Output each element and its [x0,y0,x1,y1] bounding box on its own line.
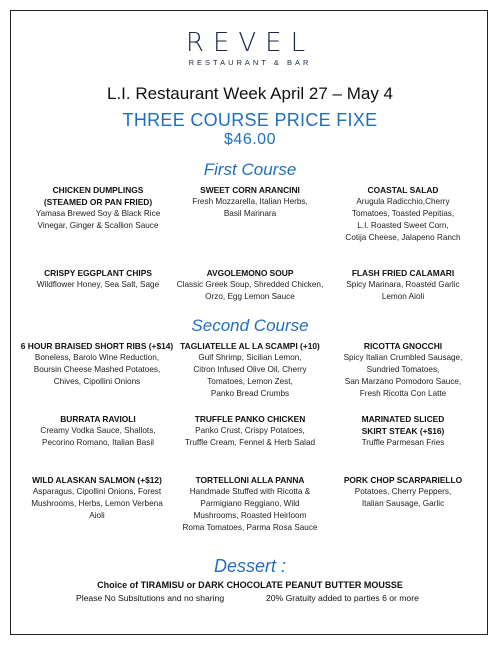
price: $46.00 [224,131,276,148]
item-description: Wildflower Honey, Sea Salt, Sage [36,280,160,289]
menu-item [170,340,330,400]
menu-item [323,184,483,244]
item-description: Classic Greek Soup, Shredded Chicken, Orzo, Egg Lemon Sauce [176,280,324,301]
logo-subtitle: RESTAURANT & BAR [188,58,312,67]
item-description: Potatoes, Cherry Peppers, Italian Sausage, Garlic [354,487,452,508]
item-description: Fresh Mozzarella, Italian Herbs, Basil Marinara [192,197,308,218]
menu-item [323,340,483,400]
logo-wordmark: REVEL [185,28,315,58]
menu-item [14,340,180,388]
item-description: Creamy Vodka Sauce, Shallots, Pecorino Romano, Italian Basil [40,426,156,447]
item-description: Spicy Italian Crumbled Sausage, Sundried Tomatoes, San Marzano Pomodoro Sauce, Fresh Ricotta Con Latte [343,353,463,398]
menu-item [18,413,178,449]
item-description: Gulf Shrimp, Sicilian Lemon, Citron Infused Olive Oil, Cherry Tomatoes, Lemon Zest, Panko Bread Crumbs [193,353,307,398]
dessert-heading: Dessert : [213,556,287,576]
item-name: TORTELLONI ALLA PANNA [195,475,305,485]
item-description: Handmade Stuffed with Ricotta & Parmigiano Reggiano, Wild Mushrooms, Roasted Heirloom Roma Tomatoes, Parma Rosa Sauce [182,487,318,532]
item-name: 6 HOUR BRAISED SHORT RIBS (+$14) [20,341,174,351]
item-name: WILD ALASKAN SALMON (+$12) [32,475,162,485]
item-name: AVGOLEMONO SOUP [206,268,294,278]
dessert-choice: Choice of TIRAMISU or DARK CHOCOLATE PEANUT BUTTER MOUSSE [97,580,403,590]
item-name: FLASH FRIED CALAMARI [351,268,455,278]
no-substitutions-note: Please No Subsitutions and no sharing [76,593,225,603]
price-fixe-title: THREE COURSE PRICE FIXE [122,110,378,130]
item-name: CHICKEN DUMPLINGS (STEAMED OR PAN FRIED) [43,185,153,207]
menu-item [323,413,483,449]
item-description: Panko Crust, Crispy Potatoes, Truffle Cream, Fennel & Herb Salad [184,426,316,447]
menu-item [170,474,330,534]
menu-item [14,474,180,522]
item-description: Spicy Marinara, Roasted Garlic Lemon Aioli [346,280,460,301]
menu-item [323,267,483,303]
second-course-heading: Second Course [191,316,309,335]
item-name: COASTAL SALAD [367,185,439,195]
item-description: Boneless, Barolo Wine Reduction, Boursin Cheese Mashed Potatoes, Chives, Cipollini Onions [33,353,161,386]
menu-item [170,267,330,303]
menu-item [323,474,483,510]
item-name: CRISPY EGGPLANT CHIPS [44,268,152,278]
item-name: RICOTTA GNOCCHI [363,341,443,351]
item-name: TAGLIATELLE AL LA SCAMPI (+10) [180,341,320,351]
item-name: MARINATED SLICED SKIRT STEAK (+$16) [361,414,445,436]
item-description: Arugula Radicchio,Cherry Tomatoes, Toasted Pepitias, L.I. Roasted Sweet Corn, Cotija Cheese, Jalapeno Ranch [345,197,461,242]
item-name: PORK CHOP SCARPARIELLO [343,475,463,485]
menu-item [170,184,330,220]
item-description: Yamasa Brewed Soy & Black Rice Vinegar, Ginger & Scallion Sauce [35,209,161,230]
item-name: TRUFFLE PANKO CHICKEN [194,414,306,424]
menu-item [18,184,178,232]
gratuity-note: 20% Gratuity added to parties 6 or more [266,593,419,603]
first-course-heading: First Course [203,160,297,179]
item-name: BURRATA RAVIOLI [60,414,136,424]
menu-item [18,267,178,291]
menu-item [170,413,330,449]
item-description: Asparagus, Cipollini Onions, Forest Mushrooms, Herbs, Lemon Verbena Aioli [31,487,163,520]
item-name: SWEET CORN ARANCINI [200,185,300,195]
item-description: Truffle Parmesan Fries [361,438,445,447]
event-headline: L.I. Restaurant Week April 27 – May 4 [107,84,393,103]
